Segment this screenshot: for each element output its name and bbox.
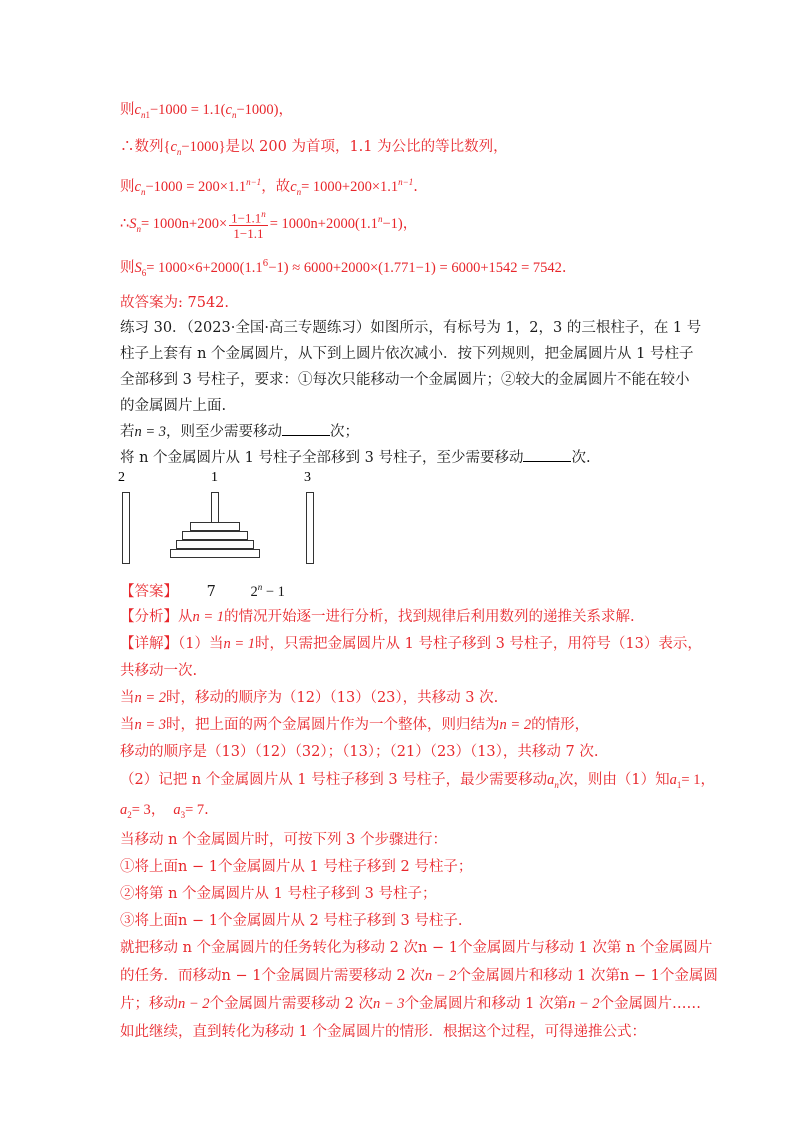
derivation-line-3: 则$c_n-1000 = 200\times 1.1^{n-1}$，故$c_n= 1000+200\times 1.1^{n-1}$. xyxy=(120,177,418,197)
detail-line-2: 共移动一次. xyxy=(120,663,198,679)
pole-2 xyxy=(122,492,130,564)
problem-line-4: 的金属圆片上面. xyxy=(120,398,227,414)
detail-line-1: 【详解】（1）当n = 1时，只需把金属圆片从 1 号柱子移到 3 号柱子，用符号（13）表示， xyxy=(120,636,702,652)
fraction: $\frac{1-1.1^n}{1-1.1}$ xyxy=(231,208,266,241)
step-1: ①将上面n − 1个金属圆片从 1 号柱子移到 2 号柱子； xyxy=(120,859,473,875)
detail-line-8: 当移动 n 个金属圆片时，可按下列 3 个步骤进行： xyxy=(120,832,447,848)
peg-label-1: 1 xyxy=(211,470,218,485)
detail-line-11: 片；移动n − 2个金属圆片需要移动 2 次n − 3个金属圆片和移动 1 次第n − 2个金属圆片…… xyxy=(120,996,702,1012)
disk-1 xyxy=(190,522,240,531)
derivation-line-4: $\therefore S_n= 1000n+200\times$ $\frac{1-1.1^n}{1-1.1}$ = $1000n+2000(1.1^n-1)$， xyxy=(120,208,418,241)
peg-label-3: 3 xyxy=(304,470,311,485)
answer-value-1: 7 xyxy=(206,583,216,600)
analysis-line: 【分析】从n = 1的情况开始逐一进行分析，找到规律后利用数列的递推关系求解. xyxy=(120,609,635,625)
detail-line-7: $a_2= 3$， $a_3= 7$. xyxy=(120,802,209,820)
detail-line-4: 当n = 3时，把上面的两个金属圆片作为一个整体，则归结为n = 2的情形， xyxy=(120,717,590,733)
detail-line-5: 移动的顺序是（13）（12）（32）；（13）；（21）（23）（13），共移动 7 次. xyxy=(120,744,599,760)
answer-blank-1 xyxy=(282,421,330,436)
disk-2 xyxy=(182,531,248,540)
disk-3 xyxy=(176,540,254,549)
question-1: 若n = 3，则至少需要移动 次； xyxy=(120,421,359,442)
problem-line-2: 柱子上套有 n 个金属圆片，从下到上圆片依次减小．按下列规则，把金属圆片从 1 号柱子 xyxy=(120,346,694,362)
detail-line-12: 如此继续，直到转化为移动 1 个金属圆片的情形．根据这个过程，可得递推公式： xyxy=(120,1024,646,1040)
pole-1 xyxy=(211,492,219,524)
question-2: 将 n 个金属圆片从 1 号柱子全部移到 3 号柱子，至少需要移动 次. xyxy=(120,447,591,468)
step-3: ③将上面n − 1个金属圆片从 2 号柱子移到 3 号柱子. xyxy=(120,913,463,929)
disk-4 xyxy=(170,549,260,558)
answer-line: 故答案为: 7542. xyxy=(120,295,230,311)
problem-line-1: 练习 30．（2023·全国·高三专题练习）如图所示，有标号为 1，2，3 的三根柱子，在 1 号 xyxy=(120,320,702,336)
problem-line-3: 全部移到 3 号柱子，要求：①每次只能移动一个金属圆片；②较大的金属圆片不能在较小 xyxy=(120,372,690,388)
detail-line-6: （2）记把 n 个金属圆片从 1 号柱子移到 3 号柱子，最少需要移动$a_n$次，则由（1）知$a_1= 1$， xyxy=(120,772,715,790)
hanoi-figure xyxy=(118,470,328,566)
detail-line-9: 就把移动 n 个金属圆片的任务转化为移动 2 次n − 1个金属圆片与移动 1 次第 n 个金属圆片 xyxy=(120,940,713,956)
answer-blank-2 xyxy=(523,447,571,462)
pole-3 xyxy=(306,492,314,564)
answer-value-2: $2^n - 1$ xyxy=(250,582,285,600)
answer-label: 【答案】 xyxy=(120,583,178,600)
detail-line-10: 的任务．而移动n − 1个金属圆片需要移动 2 次n − 2个金属圆片和移动 1 次第n − 1个金属圆 xyxy=(120,968,718,984)
derivation-line-2: ∴数列$\{c_n-1000\}$是以 200 为首项，1.1 为公比的等比数列， xyxy=(120,139,508,157)
derivation-line-1: 则$c_{n1}-1000 = 1.1(c_n-1000)$， xyxy=(120,102,293,120)
detail-line-3: 当n = 2时，移动的顺序为（12）（13）（23），共移动 3 次. xyxy=(120,690,499,706)
peg-label-2: 2 xyxy=(118,470,125,485)
answer-key xyxy=(120,577,285,602)
derivation-line-5: 则$S_6= 1000\times 6+2000(1.1^6-1) \approx 6000+2000\times(1.771-1) = 6000+1542 = 7542$. xyxy=(120,259,567,278)
step-2: ②将第 n 个金属圆片从 1 号柱子移到 3 号柱子； xyxy=(120,886,437,902)
